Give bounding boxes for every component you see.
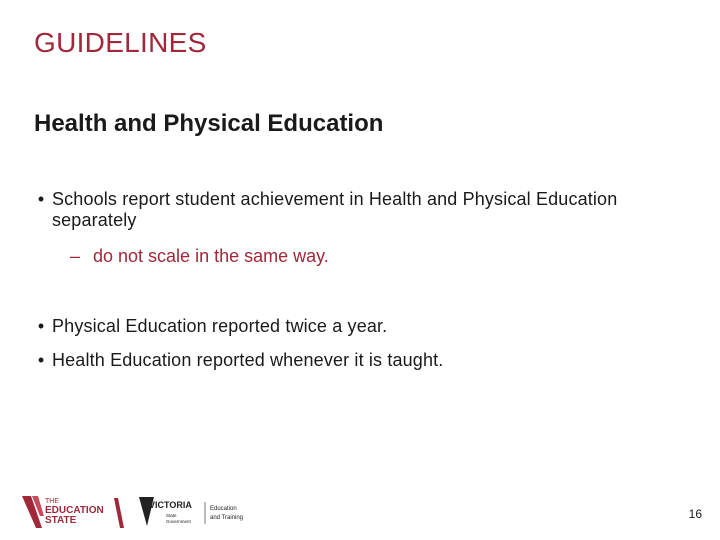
bullet-item (30, 316, 690, 337)
dept-education-text: Education (210, 506, 237, 512)
bullet-item (30, 350, 690, 371)
bullet-dot-icon: • (37, 189, 45, 209)
department-logo (210, 506, 243, 521)
logo-government-word: Government (166, 519, 191, 524)
bullet-dot-icon: • (37, 316, 45, 336)
sub-bullet-dash: – (70, 246, 81, 266)
education-state-logo (22, 496, 124, 528)
logo-the-text: THE (45, 498, 59, 505)
footer-logos (22, 494, 262, 530)
sub-bullet-text: do not scale in the same way. (93, 246, 329, 266)
bullet-item (30, 189, 690, 231)
slide-heading: GUIDELINES (34, 27, 207, 58)
victoria-logo (139, 497, 192, 526)
bullet-dot-icon: • (37, 350, 45, 370)
slide-subheading: Health and Physical Education (34, 110, 384, 137)
page-number: 16 (688, 507, 702, 521)
logo-education-text: EDUCATION (45, 505, 104, 516)
sub-bullet-item (70, 246, 329, 267)
bullet-text: Health Education reported whenever it is taught. (52, 350, 444, 370)
logo-state-word: State (166, 513, 177, 518)
logo-state-text: STATE (45, 515, 77, 526)
bullet-text: Physical Education reported twice a year. (52, 316, 388, 336)
bullet-text: Schools report student achievement in Health and Physical Education separately (52, 189, 618, 230)
dept-training-text: and Training (210, 515, 244, 521)
logo-victoria-text: VICTORIA (149, 500, 192, 510)
